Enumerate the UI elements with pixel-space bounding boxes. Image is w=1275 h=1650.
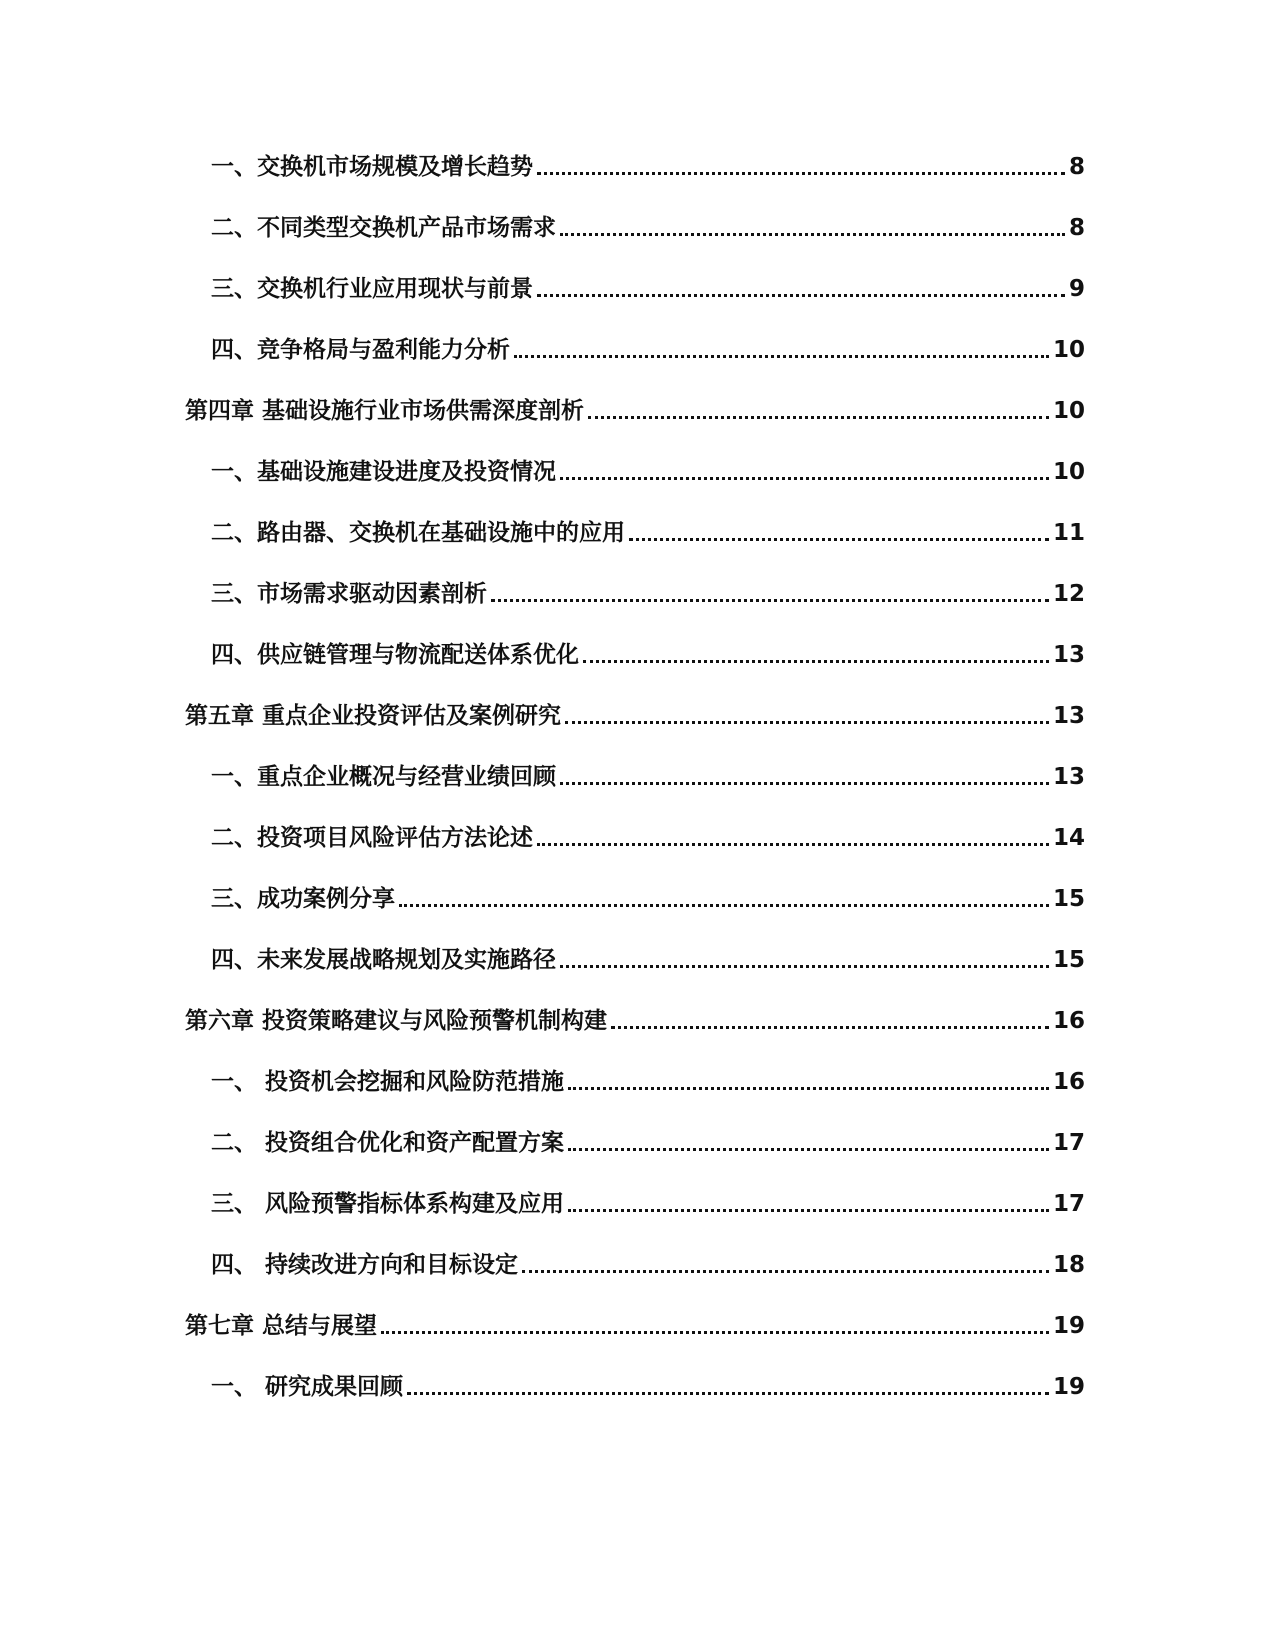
toc-entry-title: 第六章 投资策略建议与风险预警机制构建 xyxy=(185,1008,608,1034)
toc-dot-leader xyxy=(629,538,1049,541)
toc-dot-leader xyxy=(514,355,1049,358)
toc-dot-leader xyxy=(583,660,1049,663)
toc-page-number: 17 xyxy=(1052,1130,1085,1156)
toc-entry-title: 二、投资项目风险评估方法论述 xyxy=(211,825,533,851)
toc-chapter-entry[interactable] xyxy=(185,1305,1085,1341)
toc-entry[interactable] xyxy=(211,1183,1085,1219)
toc-entry[interactable] xyxy=(211,512,1085,548)
toc-entry-title: 一、 投资机会挖掘和风险防范措施 xyxy=(211,1069,565,1095)
toc-page-number: 15 xyxy=(1052,947,1085,973)
toc-entry[interactable] xyxy=(211,268,1085,304)
toc-entry[interactable] xyxy=(211,573,1085,609)
toc-entry-title: 一、 研究成果回顾 xyxy=(211,1374,404,1400)
toc-chapter-entry[interactable] xyxy=(185,390,1085,426)
toc-dot-leader xyxy=(407,1392,1049,1395)
toc-dot-leader xyxy=(491,599,1049,602)
toc-dot-leader xyxy=(560,233,1065,236)
toc-page-number: 16 xyxy=(1052,1008,1085,1034)
toc-entry[interactable] xyxy=(211,1122,1085,1158)
toc-entry[interactable] xyxy=(211,1366,1085,1402)
toc-dot-leader xyxy=(399,904,1049,907)
toc-page-number: 18 xyxy=(1052,1252,1085,1278)
toc-page-number: 13 xyxy=(1052,642,1085,668)
toc-page-number: 13 xyxy=(1052,764,1085,790)
toc-entry-title: 四、竞争格局与盈利能力分析 xyxy=(211,337,510,363)
toc-page-number: 8 xyxy=(1068,154,1085,180)
toc-dot-leader xyxy=(568,1087,1049,1090)
toc-dot-leader xyxy=(588,416,1049,419)
toc-dot-leader xyxy=(537,294,1065,297)
toc-entry-title: 二、不同类型交换机产品市场需求 xyxy=(211,215,556,241)
toc-entry[interactable] xyxy=(211,939,1085,975)
toc-page-number: 14 xyxy=(1052,825,1085,851)
toc-dot-leader xyxy=(611,1026,1049,1029)
toc-entry[interactable] xyxy=(211,207,1085,243)
toc-chapter-entry[interactable] xyxy=(185,695,1085,731)
toc-entry-title: 三、市场需求驱动因素剖析 xyxy=(211,581,487,607)
toc-dot-leader xyxy=(522,1270,1049,1273)
toc-entry[interactable] xyxy=(211,817,1085,853)
toc-dot-leader xyxy=(568,1209,1049,1212)
toc-page-number: 19 xyxy=(1052,1313,1085,1339)
toc-entry-title: 四、 持续改进方向和目标设定 xyxy=(211,1252,519,1278)
toc-entry[interactable] xyxy=(211,634,1085,670)
toc-dot-leader xyxy=(537,172,1065,175)
toc-dot-leader xyxy=(560,782,1049,785)
toc-entry-title: 一、重点企业概况与经营业绩回顾 xyxy=(211,764,556,790)
toc-entry-title: 二、 投资组合优化和资产配置方案 xyxy=(211,1130,565,1156)
toc-dot-leader xyxy=(565,721,1049,724)
toc-entry-title: 三、交换机行业应用现状与前景 xyxy=(211,276,533,302)
toc-entry-title: 第四章 基础设施行业市场供需深度剖析 xyxy=(185,398,585,424)
toc-page-number: 10 xyxy=(1052,337,1085,363)
toc-page-number: 9 xyxy=(1068,276,1085,302)
toc-chapter-entry[interactable] xyxy=(185,1000,1085,1036)
toc-entry-title: 一、交换机市场规模及增长趋势 xyxy=(211,154,533,180)
toc-entry[interactable] xyxy=(211,146,1085,182)
toc-page-number: 10 xyxy=(1052,398,1085,424)
toc-entry[interactable] xyxy=(211,1061,1085,1097)
toc-dot-leader xyxy=(560,965,1049,968)
toc-entry[interactable] xyxy=(211,1244,1085,1280)
toc-page-number: 15 xyxy=(1052,886,1085,912)
toc-page-number: 17 xyxy=(1052,1191,1085,1217)
toc-dot-leader xyxy=(560,477,1049,480)
toc-entry-title: 二、路由器、交换机在基础设施中的应用 xyxy=(211,520,625,546)
toc-page-number: 13 xyxy=(1052,703,1085,729)
toc-page-number: 12 xyxy=(1052,581,1085,607)
toc-entry-title: 第五章 重点企业投资评估及案例研究 xyxy=(185,703,562,729)
toc-page-number: 19 xyxy=(1052,1374,1085,1400)
toc-entry-title: 第七章 总结与展望 xyxy=(185,1313,378,1339)
toc-entry[interactable] xyxy=(211,756,1085,792)
toc-dot-leader xyxy=(537,843,1049,846)
toc-page-number: 10 xyxy=(1052,459,1085,485)
toc-entry-title: 三、 风险预警指标体系构建及应用 xyxy=(211,1191,565,1217)
toc-entry-title: 三、成功案例分享 xyxy=(211,886,395,912)
toc-entry-title: 四、供应链管理与物流配送体系优化 xyxy=(211,642,579,668)
toc-entry-title: 四、未来发展战略规划及实施路径 xyxy=(211,947,556,973)
toc-entry[interactable] xyxy=(211,878,1085,914)
toc-dot-leader xyxy=(381,1331,1049,1334)
toc-entry-title: 一、基础设施建设进度及投资情况 xyxy=(211,459,556,485)
toc-entry[interactable] xyxy=(211,329,1085,365)
toc-dot-leader xyxy=(568,1148,1049,1151)
toc-page-number: 11 xyxy=(1052,520,1085,546)
toc-page-number: 16 xyxy=(1052,1069,1085,1095)
toc-entry[interactable] xyxy=(211,451,1085,487)
toc-page-number: 8 xyxy=(1068,215,1085,241)
